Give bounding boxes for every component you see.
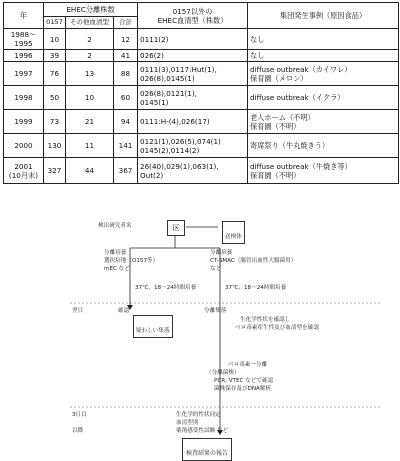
- center-box: 区: [167, 220, 185, 236]
- ehec-table-section: [0, 0, 400, 196]
- serotype-cell: 0111(3),0117:Hut(1), 026(8),0145(1): [138, 62, 248, 86]
- header-outbreaks: 集団発生事例（原因食品）: [248, 3, 399, 29]
- serotype-cell: 26(40),029(1),063(1), Out(2): [138, 158, 248, 184]
- outbreak-cell: なし: [248, 29, 399, 50]
- other-cell: 13: [66, 62, 114, 86]
- outbreak-cell: なし: [248, 50, 399, 62]
- year-cell: 1998: [4, 86, 44, 110]
- right-line2: など: [210, 266, 222, 272]
- top-right-label: 送検体: [225, 234, 242, 240]
- serotype-cell: 026(2): [138, 50, 248, 62]
- o157-cell: 39: [44, 50, 66, 62]
- bottom-line1: 生化学的性状同定: [176, 412, 221, 418]
- arrow-note-2: ベロ毒素産生性及び血清型を確認: [235, 325, 319, 331]
- year-cell: 2001 (10月末): [4, 158, 44, 184]
- header-total: 合計: [114, 17, 138, 29]
- table-row: [4, 62, 399, 86]
- total-cell: 367: [114, 158, 138, 184]
- left-mid-note: 37℃，18～24時間培養: [135, 285, 197, 291]
- serotype-cell: 0121(1),026(5),074(1) 0145(2),0114(2): [138, 134, 248, 158]
- o157-cell: 130: [44, 134, 66, 158]
- table-row: [4, 29, 399, 50]
- o157-cell: 50: [44, 86, 66, 110]
- other-cell: 2: [66, 29, 114, 50]
- total-cell: 94: [114, 110, 138, 134]
- o157-cell: 10: [44, 29, 66, 50]
- day-mark: 確認: [118, 308, 130, 314]
- serotype-cell: 0111:H-(4),026(17): [138, 110, 248, 134]
- year-cell: 1999: [4, 110, 44, 134]
- year-cell: 1996: [4, 50, 44, 62]
- year-cell: 1997: [4, 62, 44, 86]
- right-mid-note: 37℃，18～24時間培養: [225, 285, 287, 291]
- table-row: [4, 50, 399, 62]
- header-other: その他血清型: [66, 17, 114, 29]
- arrow-note-1: 生化学性状を確認し: [240, 317, 291, 323]
- branch-right-label: 分離集落: [204, 308, 227, 314]
- other-cell: 2: [66, 50, 114, 62]
- o157-cell: 76: [44, 62, 66, 86]
- header-o157: 0157: [44, 17, 66, 29]
- outbreak-cell: diffuse outbreak（イクラ）: [248, 86, 399, 110]
- bottom-line3: 薬剤感受性試験 など: [176, 428, 229, 434]
- later-label: 以降: [72, 428, 84, 434]
- bottom-line2: 血清型別: [176, 420, 199, 426]
- ehec-isolation-table: [3, 2, 399, 184]
- table-row: [4, 86, 399, 110]
- left-line2: mEC など: [104, 266, 130, 272]
- outbreak-cell: 寄席祭り（牛丸焼きう）: [248, 134, 399, 158]
- total-cell: 88: [114, 62, 138, 86]
- outbreak-cell: diffuse outbreak（牛焼き等） 保育園（不明）: [248, 158, 399, 184]
- o157-cell: 73: [44, 110, 66, 134]
- total-cell: 60: [114, 86, 138, 110]
- serotype-cell: 026(8),0121(1), 0145(1): [138, 86, 248, 110]
- suspect-colony-label: 疑わしい集落: [136, 328, 170, 334]
- outbreak-cell: diffuse outbreak（カイワレ） 保育園（メロン）: [248, 62, 399, 86]
- suspect-colony-box: [133, 315, 173, 338]
- total-cell: 141: [114, 134, 138, 158]
- header-year: 年: [4, 3, 44, 29]
- serotype-cell: 0111(2): [138, 29, 248, 50]
- day-label: 翌日: [72, 308, 84, 314]
- lower-sub: （分離菌株）: [206, 370, 240, 376]
- lower-line2: 菌株保存及びDNA解析: [214, 386, 272, 392]
- year-cell: 1988～1995: [4, 29, 44, 50]
- total-cell: 41: [114, 50, 138, 62]
- top-left-label: 検出研究者名: [98, 223, 132, 229]
- outbreak-cell: 老人ホーム（不明） 保育園（不明）: [248, 110, 399, 134]
- other-cell: 21: [66, 110, 114, 134]
- right-line1: CT-SMAC（腸管出血性大腸菌用）: [210, 258, 297, 264]
- year-cell: 2000: [4, 134, 44, 158]
- lower-title: ベロ毒素一分離: [228, 362, 268, 368]
- flow-lines: [0, 200, 400, 458]
- day3-label: 3日目: [72, 412, 87, 418]
- o157-cell: 327: [44, 158, 66, 184]
- table-row: [4, 158, 399, 184]
- result-report-label: 検査結果の報告: [186, 450, 229, 457]
- top-right-box: [222, 221, 245, 244]
- left-line1: 選択培地（O157等）: [104, 258, 159, 264]
- left-title: 分離培養: [104, 250, 127, 256]
- header-serotypes: 0157以外の EHEC血清型（株数）: [138, 3, 248, 29]
- other-cell: 11: [66, 134, 114, 158]
- lower-line1: PCR, VTEC などで確認: [214, 378, 274, 384]
- total-cell: 12: [114, 29, 138, 50]
- header-ehec-group: EHEC分離株数: [44, 3, 138, 17]
- right-title: 分離培養: [210, 250, 233, 256]
- test-flow-diagram: [0, 200, 400, 458]
- table-row: [4, 110, 399, 134]
- other-cell: 44: [66, 158, 114, 184]
- other-cell: 10: [66, 86, 114, 110]
- table-row: [4, 134, 399, 158]
